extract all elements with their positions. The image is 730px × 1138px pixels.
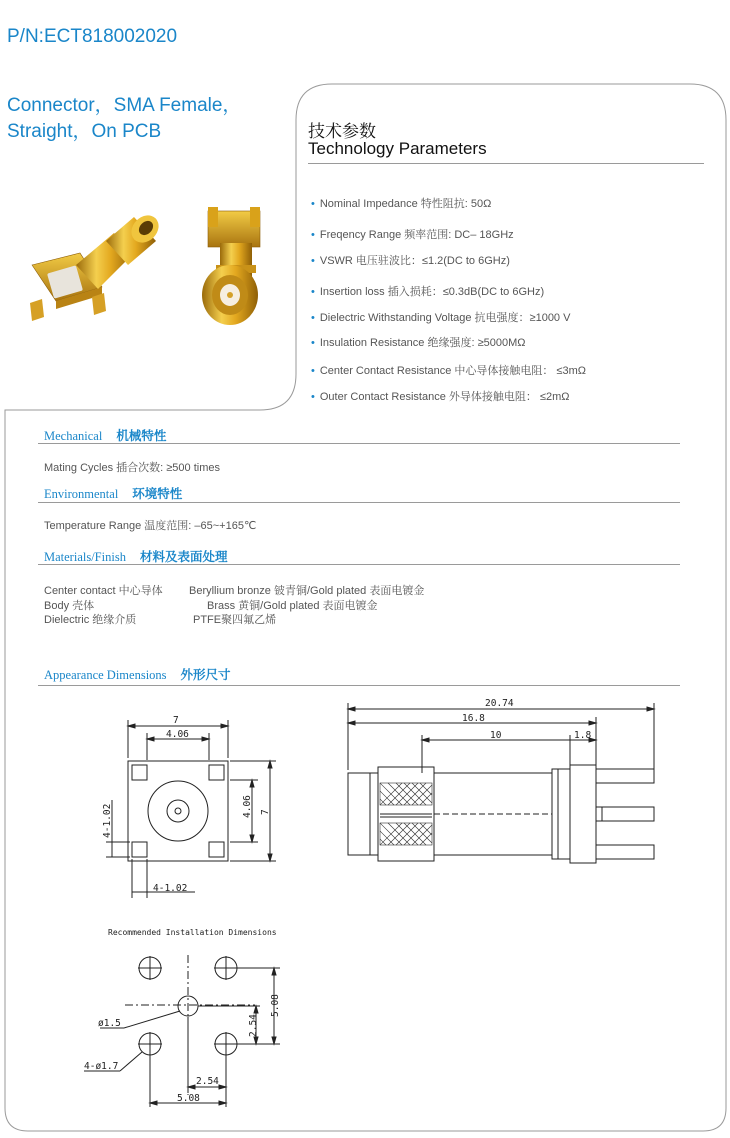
dim-7-top: 7: [173, 715, 179, 726]
temperature-range: Temperature Range 温度范围: –65~+165℃: [44, 520, 257, 532]
param-dielectric-voltage: • Dielectric Withstanding Voltage 抗电强度：≥1000 V: [311, 312, 571, 324]
product-title-line2: Straight，On PCB: [7, 121, 162, 142]
param-impedance: • Nominal Impedance 特性阻抗: 50Ω: [311, 198, 492, 210]
param-center-contact: • Center Contact Resistance 中心导体接触电阻： ≤3mΩ: [311, 365, 586, 377]
param-outer-contact: • Outer Contact Resistance 外导体接触电阻： ≤2mΩ: [311, 391, 570, 403]
dim-406-top: 4.06: [166, 729, 189, 740]
dim-10: 10: [490, 730, 502, 741]
tech-divider: [308, 163, 704, 164]
dim-phi17: 4-ø1.7: [84, 1061, 119, 1072]
dim-402-left: 4-1.02: [102, 803, 113, 838]
dim-508-horizontal: 5.08: [177, 1093, 200, 1104]
mating-cycles: Mating Cycles 插合次数: ≥500 times: [44, 462, 220, 474]
bullet-icon: •: [311, 198, 315, 210]
materials-divider: [38, 564, 680, 565]
tech-title-cn: 技术参数: [308, 122, 376, 141]
dim-phi15: ø1.5: [98, 1018, 121, 1029]
dim-508-vertical: 5.08: [270, 994, 281, 1017]
environmental-divider: [38, 502, 680, 503]
dim-402-bottom: 4-1.02: [153, 883, 188, 894]
install-title: Recommended Installation Dimensions: [108, 928, 277, 937]
tech-title-en: Technology Parameters: [308, 139, 487, 158]
bullet-icon: •: [311, 312, 315, 324]
dim-18: 1.8: [574, 730, 592, 741]
param-frequency: • Freqency Range 频率范围: DC– 18GHz: [311, 229, 514, 241]
mechanical-divider: [38, 443, 680, 444]
dim-406-right: 4.06: [242, 795, 253, 818]
dim-168: 16.8: [462, 713, 485, 724]
bullet-icon: •: [311, 229, 315, 241]
dim-254-vertical: 2.54: [248, 1014, 259, 1037]
bullet-icon: •: [311, 286, 315, 298]
side-view-drawing: [340, 695, 670, 880]
material-value-dielectric: PTFE聚四氟乙烯: [193, 614, 277, 626]
dim-7-right: 7: [260, 809, 271, 815]
installation-drawing: [80, 945, 300, 1110]
param-insulation: • Insulation Resistance 绝缘强度: ≥5000MΩ: [311, 337, 526, 349]
dim-2074: 20.74: [485, 698, 514, 709]
material-label-body: Body 壳体: [44, 600, 95, 612]
appearance-divider: [38, 685, 680, 686]
bullet-icon: •: [311, 337, 315, 349]
appearance-title: Appearance Dimensions 外形尺寸: [44, 667, 231, 682]
product-title-line1: Connector，SMA Female，: [7, 95, 242, 116]
material-label-center: Center contact 中心导体: [44, 585, 163, 597]
product-title: [7, 93, 241, 145]
front-view-drawing: [90, 708, 290, 903]
bullet-icon: •: [311, 255, 315, 267]
dim-254-horizontal: 2.54: [196, 1076, 219, 1087]
mechanical-title: Mechanical 机械特性: [44, 428, 167, 443]
material-value-body: Brass 黄铜/Gold plated 表面电镀金: [207, 600, 378, 612]
product-photo: [22, 205, 290, 345]
param-insertion-loss: • Insertion loss 插入损耗：≤0.3dB(DC to 6GHz): [311, 286, 545, 298]
materials-title: Materials/Finish 材料及表面处理: [44, 549, 228, 564]
bullet-icon: •: [311, 365, 315, 377]
material-label-dielectric: Dielectric 绝缘介质: [44, 614, 137, 626]
environmental-title: Environmental 环境特性: [44, 486, 183, 501]
part-number: P/N:ECT818002020: [7, 26, 178, 47]
material-value-center: Beryllium bronze 铍青铜/Gold plated 表面电镀金: [189, 585, 425, 597]
param-vswr: • VSWR 电压驻波比：≤1.2(DC to 6GHz): [311, 255, 510, 267]
bullet-icon: •: [311, 391, 315, 403]
